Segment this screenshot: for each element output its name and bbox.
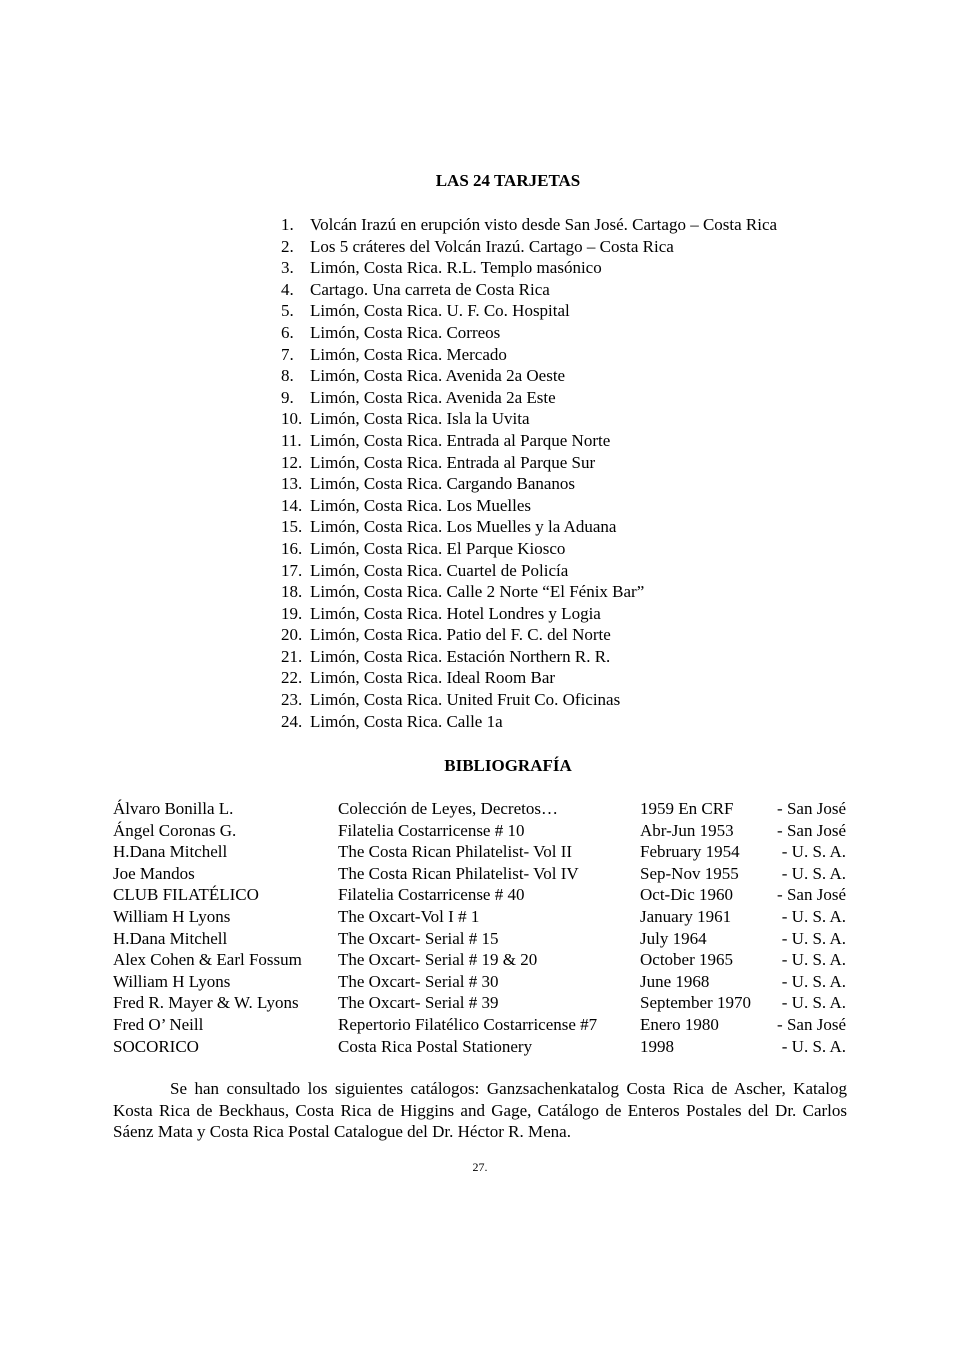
biblio-place: - U. S. A.	[781, 950, 846, 970]
biblio-author: Fred O’ Neill	[113, 1014, 204, 1034]
tarjeta-number: 21.	[281, 646, 303, 666]
tarjeta-item	[281, 387, 777, 409]
tarjeta-item	[281, 473, 777, 495]
tarjeta-number: 3.	[281, 258, 294, 278]
biblio-place: - U. S. A.	[781, 842, 846, 862]
tarjeta-item	[281, 624, 777, 646]
bibliografia-row	[113, 798, 853, 820]
tarjeta-text: Limón, Costa Rica. Estación Northern R. R.	[310, 646, 611, 666]
tarjeta-number: 19.	[281, 603, 303, 623]
tarjeta-item	[281, 667, 777, 689]
tarjeta-number: 20.	[281, 625, 303, 645]
tarjeta-text: Limón, Costa Rica. Entrada al Parque Sur	[310, 452, 596, 472]
tarjeta-item	[281, 711, 777, 733]
bibliografia-row	[113, 841, 853, 863]
tarjeta-text: Limón, Costa Rica. Patio del F. C. del Norte	[310, 625, 611, 645]
tarjeta-number: 14.	[281, 495, 303, 515]
tarjeta-item	[281, 257, 777, 279]
tarjeta-item	[281, 279, 777, 301]
tarjeta-text: Limón, Costa Rica. R.L. Templo masónico	[310, 258, 602, 278]
tarjeta-number: 4.	[281, 279, 294, 299]
tarjeta-text: Limón, Costa Rica. Los Muelles y la Aduana	[310, 517, 617, 537]
biblio-title: The Oxcart- Serial # 39	[338, 993, 499, 1013]
biblio-title: The Costa Rican Philatelist- Vol IV	[338, 863, 579, 883]
biblio-date: Abr-Jun 1953	[640, 820, 734, 840]
biblio-title: Repertorio Filatélico Costarricense #7	[338, 1014, 598, 1034]
tarjeta-text: Limón, Costa Rica. Calle 2 Norte “El Fénix Bar”	[310, 582, 645, 602]
bibliografia-table	[113, 798, 853, 1057]
biblio-place: - U. S. A.	[781, 863, 846, 883]
biblio-place: - U. S. A.	[781, 993, 846, 1013]
biblio-date: 1998	[640, 1036, 674, 1056]
bibliografia-row	[113, 992, 853, 1014]
tarjeta-text: Limón, Costa Rica. Cargando Bananos	[310, 474, 576, 494]
tarjeta-item	[281, 322, 777, 344]
biblio-title: Filatelia Costarricense # 10	[338, 820, 525, 840]
biblio-date: January 1961	[640, 906, 732, 926]
biblio-author: William H Lyons	[113, 906, 231, 926]
tarjeta-number: 12.	[281, 452, 303, 472]
tarjeta-number: 6.	[281, 322, 294, 342]
biblio-date: June 1968	[640, 971, 710, 991]
tarjeta-text: Limón, Costa Rica. U. F. Co. Hospital	[310, 301, 570, 321]
tarjetas-heading: LAS 24 TARJETAS	[435, 171, 581, 190]
biblio-place: - San José	[777, 820, 846, 840]
bibliografia-row	[113, 863, 853, 885]
biblio-date: Oct-Dic 1960	[640, 885, 734, 905]
biblio-date: October 1965	[640, 950, 734, 970]
tarjeta-number: 1.	[281, 215, 294, 234]
biblio-place: - U. S. A.	[781, 906, 846, 926]
biblio-author: Alex Cohen & Earl Fossum	[113, 950, 302, 970]
biblio-author: Fred R. Mayer & W. Lyons	[113, 993, 299, 1013]
tarjeta-item	[281, 214, 777, 236]
tarjeta-text: Limón, Costa Rica. Los Muelles	[310, 495, 531, 515]
biblio-title: Colección de Leyes, Decretos…	[338, 799, 558, 818]
biblio-place: - U. S. A.	[781, 928, 846, 948]
bibliografia-row	[113, 820, 853, 842]
tarjeta-item	[281, 408, 777, 430]
biblio-date: Enero 1980	[640, 1014, 719, 1034]
bibliografia-row	[113, 1014, 853, 1036]
tarjeta-text: Limón, Costa Rica. Isla la Uvita	[310, 409, 530, 429]
tarjeta-item	[281, 236, 777, 258]
biblio-title: The Oxcart- Serial # 15	[338, 928, 499, 948]
tarjeta-item	[281, 300, 777, 322]
tarjeta-text: Limón, Costa Rica. Avenida 2a Oeste	[310, 366, 566, 386]
tarjeta-number: 16.	[281, 538, 303, 558]
tarjeta-text: Limón, Costa Rica. Avenida 2a Este	[310, 387, 556, 407]
bibliografia-row	[113, 971, 853, 993]
biblio-author: H.Dana Mitchell	[113, 928, 228, 948]
catalogues-paragraph: Se han consultado los siguientes catálogos: Ganzsachenkatalog Costa Rica de Ascher, Katalog Kosta Rica de Beckhaus, Costa Rica de Higgins and Gage, Catálogo de Enteros Postales del Dr. Carlos Sáenz Mata y Costa Rica Postal Catalogue del Dr. Héctor R. Mena.	[113, 1079, 847, 1142]
biblio-date: February 1954	[640, 842, 740, 862]
biblio-title: The Costa Rican Philatelist- Vol II	[338, 842, 573, 862]
biblio-place: - U. S. A.	[781, 971, 846, 991]
bibliografia-row	[113, 884, 853, 906]
tarjeta-item	[281, 495, 777, 517]
tarjeta-item	[281, 538, 777, 560]
bibliografia-row	[113, 1036, 853, 1058]
tarjeta-number: 10.	[281, 409, 303, 429]
tarjeta-text: Limón, Costa Rica. Cuartel de Policía	[310, 560, 569, 580]
tarjeta-item	[281, 689, 777, 711]
tarjeta-item	[281, 452, 777, 474]
tarjeta-text: Limón, Costa Rica. Mercado	[310, 344, 507, 364]
biblio-author: William H Lyons	[113, 971, 231, 991]
bibliografia-row	[113, 949, 853, 971]
tarjeta-number: 11.	[281, 430, 302, 450]
biblio-date: 1959 En CRF	[640, 799, 734, 818]
tarjeta-item	[281, 560, 777, 582]
biblio-author: SOCORICO	[113, 1036, 199, 1056]
tarjeta-number: 24.	[281, 711, 303, 731]
tarjeta-number: 2.	[281, 236, 294, 256]
tarjeta-number: 13.	[281, 474, 303, 494]
biblio-title: Filatelia Costarricense # 40	[338, 885, 525, 905]
biblio-title: The Oxcart- Serial # 19 & 20	[338, 950, 538, 970]
biblio-title: The Oxcart- Serial # 30	[338, 971, 499, 991]
tarjeta-text: Limón, Costa Rica. United Fruit Co. Oficinas	[310, 690, 621, 710]
tarjeta-text: Volcán Irazú en erupción visto desde San José. Cartago – Costa Rica	[310, 215, 778, 234]
biblio-date: Sep-Nov 1955	[640, 863, 739, 883]
bibliografia-heading: BIBLIOGRAFÍA	[444, 756, 572, 775]
tarjeta-text: Cartago. Una carreta de Costa Rica	[310, 279, 550, 299]
tarjeta-number: 17.	[281, 560, 303, 580]
tarjeta-item	[281, 516, 777, 538]
tarjeta-number: 22.	[281, 668, 303, 688]
tarjeta-item	[281, 344, 777, 366]
tarjeta-number: 5.	[281, 301, 294, 321]
tarjeta-text: Limón, Costa Rica. Ideal Room Bar	[310, 668, 556, 688]
tarjeta-number: 9.	[281, 387, 294, 407]
biblio-title: Costa Rica Postal Stationery	[338, 1036, 533, 1056]
tarjeta-text: Limón, Costa Rica. Calle 1a	[310, 711, 503, 731]
biblio-title: The Oxcart-Vol I # 1	[338, 906, 480, 926]
biblio-date: September 1970	[640, 993, 751, 1013]
biblio-author: Joe Mandos	[113, 863, 195, 883]
biblio-place: - San José	[777, 799, 846, 818]
biblio-place: - U. S. A.	[781, 1036, 846, 1056]
tarjeta-number: 18.	[281, 582, 303, 602]
tarjeta-item	[281, 365, 777, 387]
biblio-author: Ángel Coronas G.	[113, 820, 237, 840]
biblio-author: H.Dana Mitchell	[113, 842, 228, 862]
tarjeta-number: 7.	[281, 344, 294, 364]
tarjetas-list	[281, 214, 777, 732]
tarjeta-item	[281, 581, 777, 603]
tarjeta-text: Los 5 cráteres del Volcán Irazú. Cartago – Costa Rica	[310, 236, 674, 256]
biblio-author: Álvaro Bonilla L.	[113, 799, 234, 818]
tarjeta-number: 23.	[281, 690, 303, 710]
biblio-author: CLUB FILATÉLICO	[113, 885, 259, 905]
tarjeta-item	[281, 430, 777, 452]
tarjeta-item	[281, 646, 777, 668]
tarjeta-item	[281, 603, 777, 625]
biblio-place: - San José	[777, 1014, 846, 1034]
tarjeta-text: Limón, Costa Rica. El Parque Kiosco	[310, 538, 566, 558]
bibliografia-row	[113, 928, 853, 950]
biblio-date: July 1964	[640, 928, 707, 948]
tarjeta-text: Limón, Costa Rica. Correos	[310, 322, 501, 342]
tarjeta-text: Limón, Costa Rica. Entrada al Parque Norte	[310, 430, 611, 450]
page-number: 27.	[472, 1160, 488, 1174]
bibliografia-row	[113, 906, 853, 928]
biblio-place: - San José	[777, 885, 846, 905]
tarjeta-text: Limón, Costa Rica. Hotel Londres y Logia	[310, 603, 601, 623]
tarjeta-number: 8.	[281, 366, 294, 386]
tarjeta-number: 15.	[281, 517, 303, 537]
